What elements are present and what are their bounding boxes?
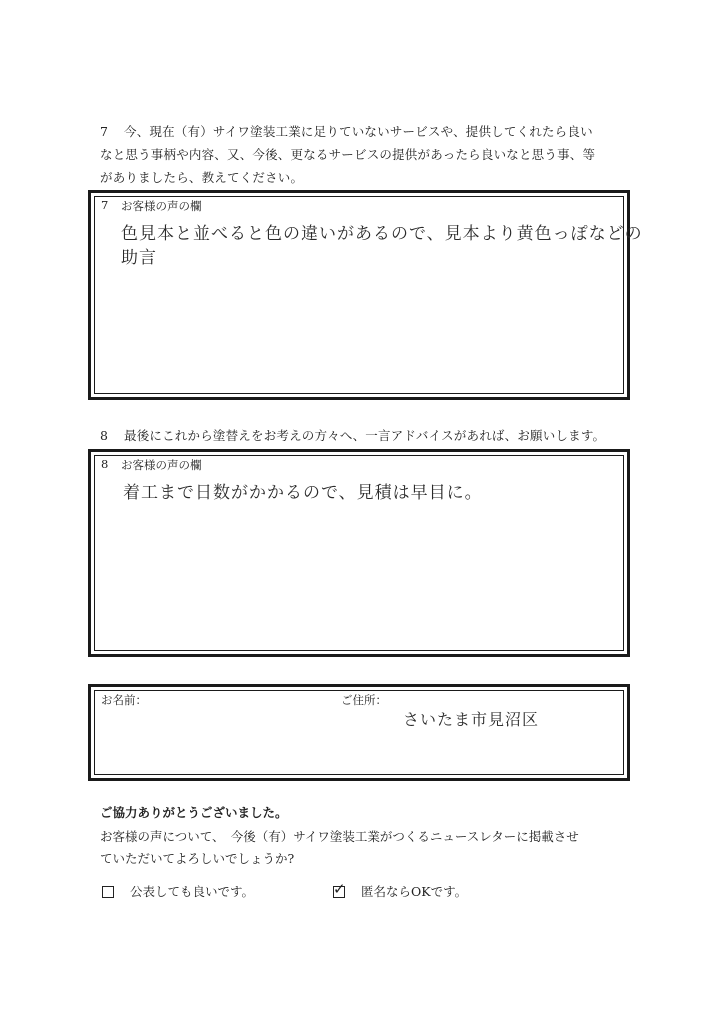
q7-text-line2: なと思う事柄や内容、又、今後、更なるサービスの提供があったら良いなと思う事、等	[100, 147, 596, 162]
address-label: ご住所：	[341, 693, 387, 707]
q7-text-line3: がありましたら、教えてください。	[100, 170, 304, 185]
q8-box-number: 8	[101, 457, 109, 471]
anonymous-ok-checkbox[interactable]	[333, 880, 346, 898]
q7-box-number: 7	[101, 198, 109, 212]
q8-box-label: お客様の声の欄	[121, 458, 202, 472]
q7-number: 7	[100, 124, 109, 139]
anonymous-ok-label: 匿名ならOKです。	[361, 884, 468, 899]
q8-answer-box	[88, 449, 630, 657]
check-mark-icon: ✓	[333, 880, 346, 898]
thanks-text: ご協力ありがとうございました。	[100, 805, 288, 820]
contact-box	[88, 684, 630, 781]
q7-text-line1: 今、現在（有）サイワ塗装工業に足りていないサービスや、提供してくれたら良い	[124, 124, 593, 139]
public-ok-label: 公表しても良いです。	[130, 884, 255, 899]
consent-question-line2: ていただいてよろしいでしょうか?	[100, 851, 295, 866]
q8-line	[100, 425, 605, 446]
consent-question-line1: お客様の声について、 今後（有）サイワ塗装工業がつくるニュースレターに掲載させ	[100, 829, 579, 844]
q7-handwritten-answer-line2: 助言	[121, 248, 157, 268]
q7-box-label: お客様の声の欄	[121, 199, 202, 213]
q8-number: 8	[100, 428, 109, 443]
q7-handwritten-answer-line1: 色見本と並べると色の違いがあるので、見本より黄色っぽなどの	[121, 224, 643, 244]
q7-answer-box	[88, 190, 643, 400]
public-ok-checkbox[interactable]	[102, 886, 114, 898]
q8-question: 最後にこれから塗替えをお考えの方々へ、一言アドバイスがあれば、お願いします。	[124, 428, 606, 443]
q7-line1	[100, 121, 593, 142]
address-handwritten: さいたま市見沼区	[403, 710, 540, 729]
q8-handwritten-answer: 着工まで日数がかかるので、見積は早目に。	[123, 483, 483, 503]
name-label: お名前：	[101, 693, 147, 707]
